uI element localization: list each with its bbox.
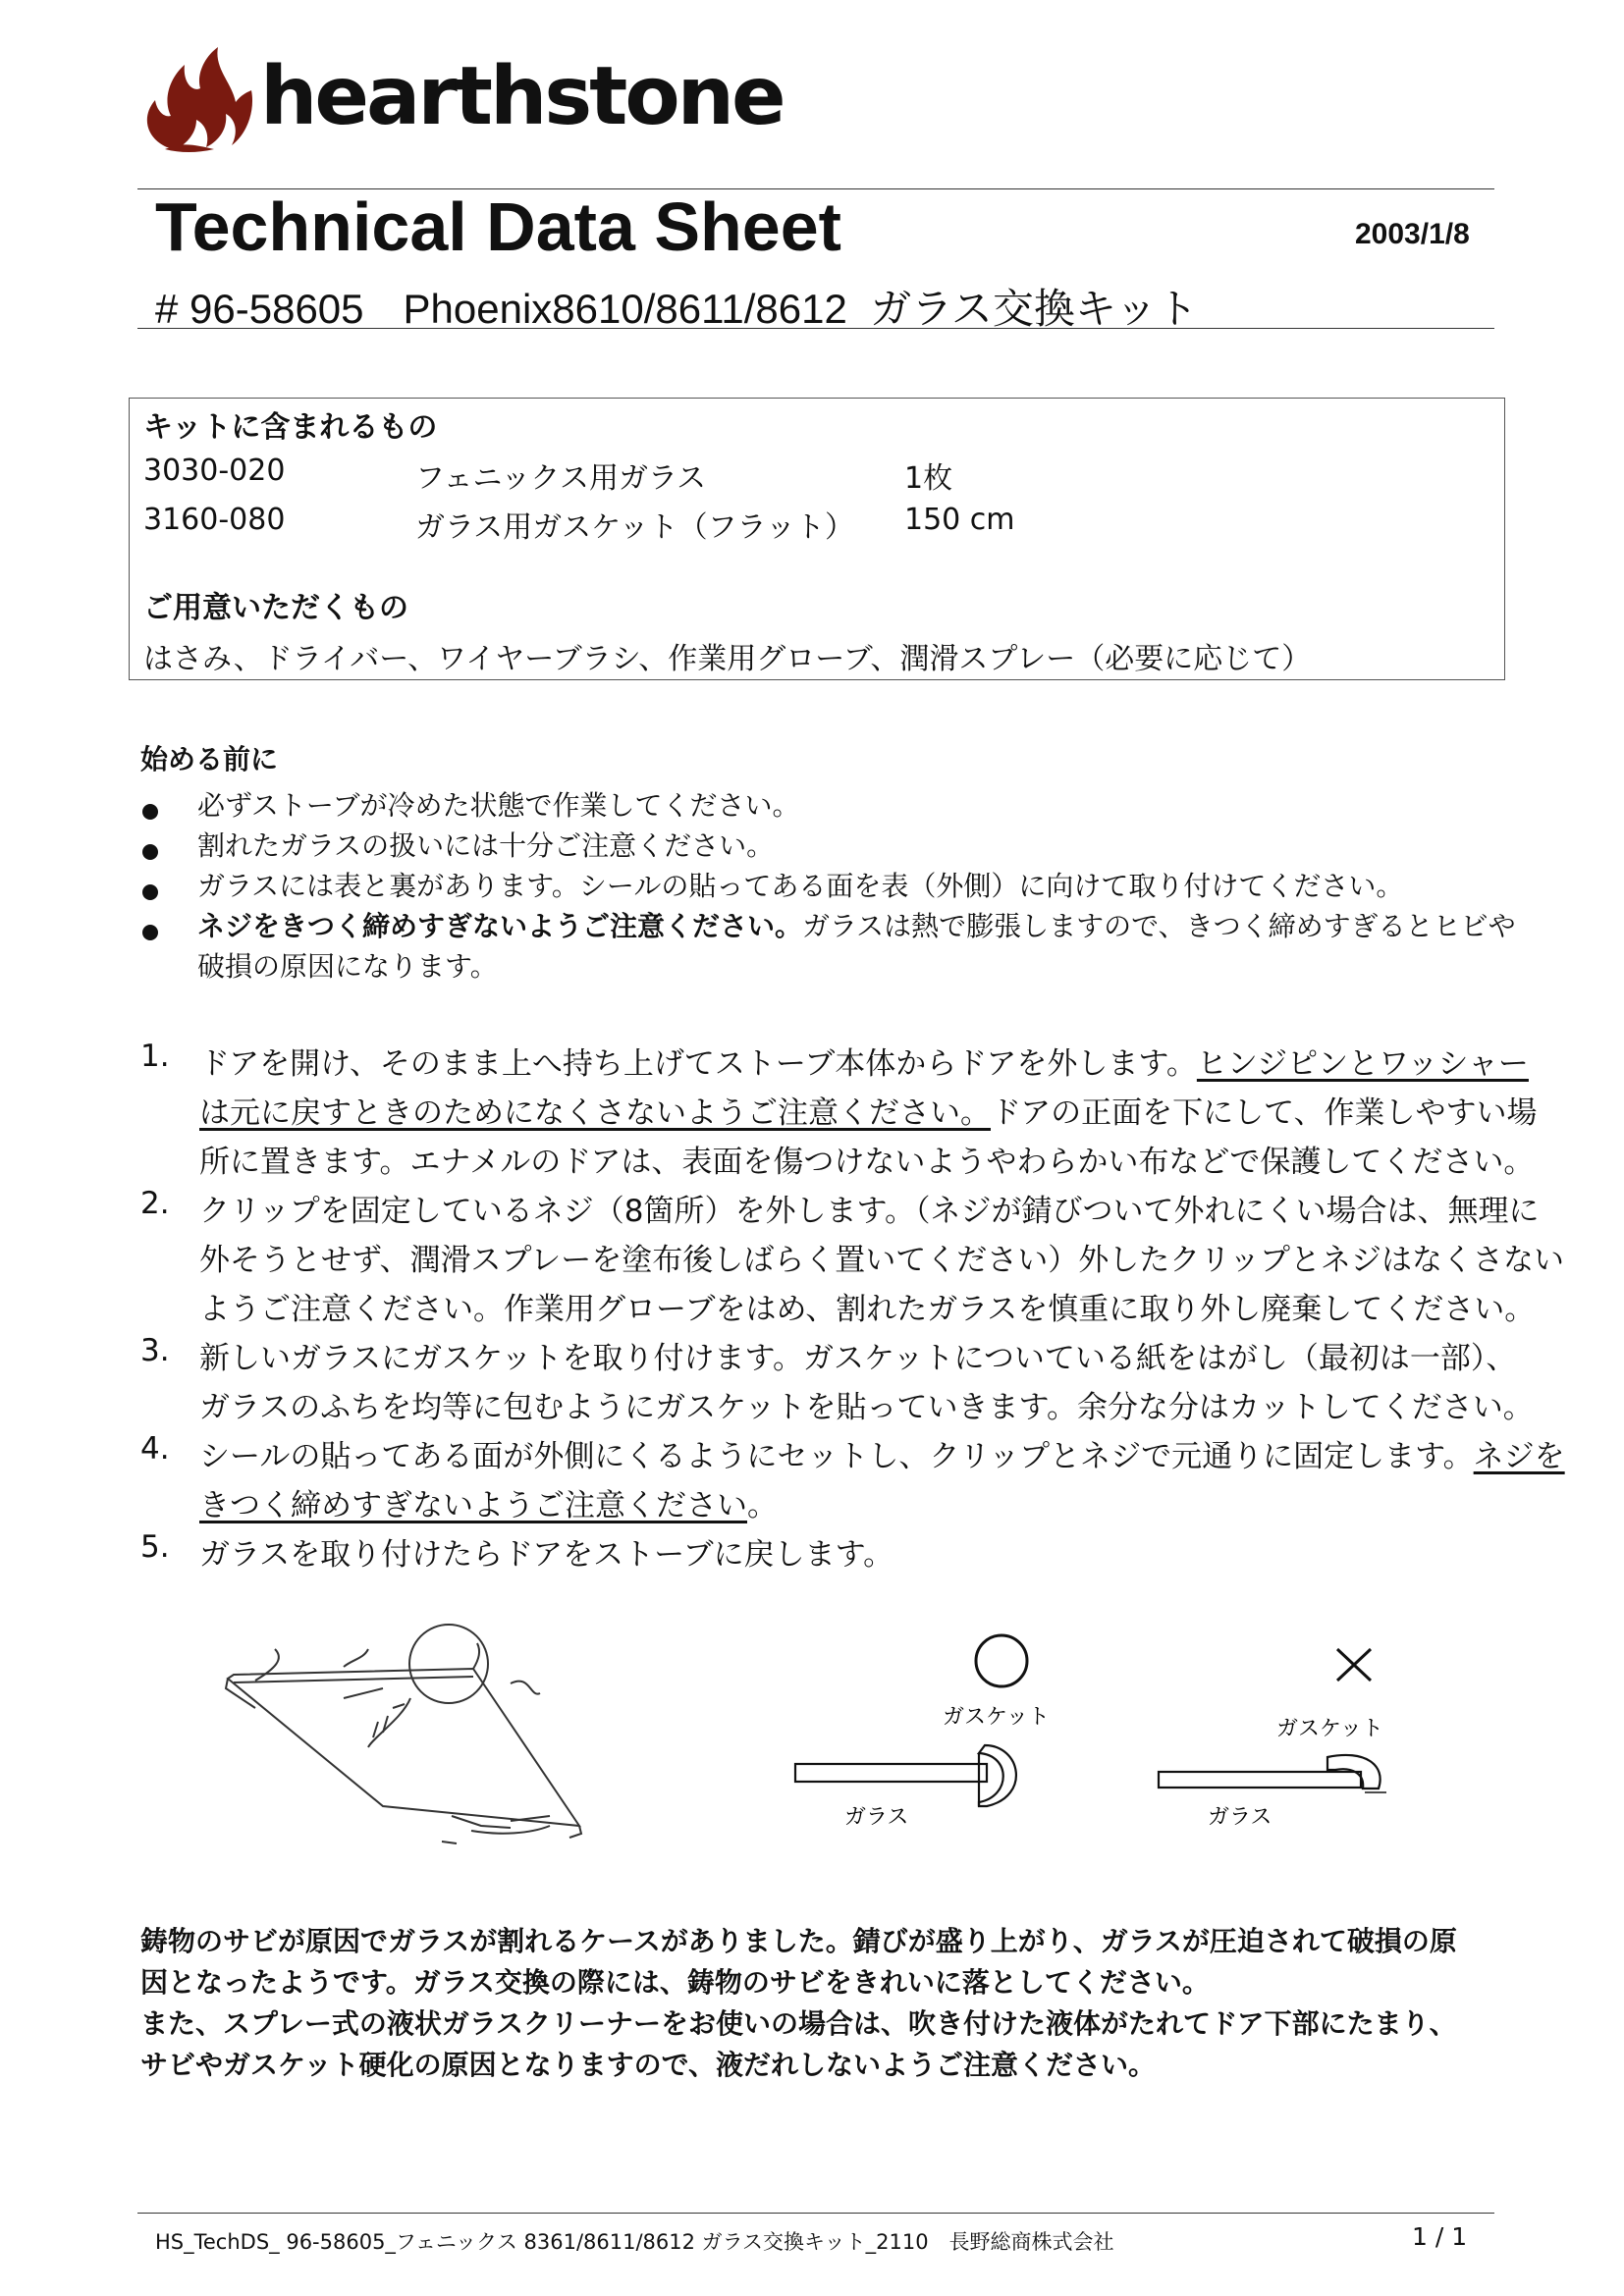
document-date: 2003/1/8 — [1355, 218, 1470, 250]
before-heading: 始める前に — [140, 743, 279, 775]
bullet-icon — [142, 844, 158, 860]
correct-gasket-diagram — [776, 1620, 1070, 1845]
step-line: 所に置きます。エナメルのドアは、表面を傷つけないようやわらかい布などで保護してください。 — [199, 1145, 1535, 1180]
gasket-label: ガスケット — [1276, 1717, 1383, 1741]
kit-contents-box — [129, 398, 1505, 680]
door-glass-illustration — [216, 1620, 609, 1865]
bullet-text: ガラスには表と裏があります。シールの貼ってある面を表（外側）に向けて取り付けてください。 — [197, 870, 1404, 902]
step-text: ドアを開け、そのまま上へ持ち上げてストーブ本体からドアを外します。 — [199, 1046, 1197, 1082]
correct-symbol-icon — [976, 1635, 1027, 1686]
bullet-text: 割れたガラスの扱いには十分ご注意ください。 — [197, 829, 775, 862]
bullet-icon — [142, 925, 158, 940]
document-subtitle — [155, 277, 1198, 336]
step-text: シールの貼ってある面が外側にくるようにセットし、クリップとネジで元通りに固定します。 — [199, 1439, 1474, 1474]
step-warning-text: ネジを — [1473, 1439, 1565, 1474]
kit-item-code: 3160-080 — [143, 503, 286, 537]
step-line: ようご注意ください。作業用グローブをはめ、割れたガラスを慎重に取り外し廃棄してください。 — [199, 1292, 1536, 1327]
step-text: 。 — [747, 1488, 778, 1523]
flame-icon — [147, 47, 252, 152]
header-rule-bottom — [137, 328, 1494, 329]
step-line — [199, 1088, 1537, 1132]
step-number: 2. — [140, 1186, 170, 1221]
bullet-icon — [142, 804, 158, 820]
part-number: # 96-58605 — [155, 286, 364, 332]
glass-label: ガラス — [1208, 1805, 1272, 1830]
note-line: また、スプレー式の液状ガラスクリーナーをお使いの場合は、吹き付けた液体がたれてドア下部にたまり、 — [140, 2007, 1457, 2040]
note-line: サビやガスケット硬化の原因となりますので、液だれしないようご注意ください。 — [140, 2049, 1157, 2081]
kit-item-name: ガラス用ガスケット（フラット） — [415, 510, 854, 545]
step-line: ガラスのふちを均等に包むようにガスケットを貼っていきます。余分な分はカットしてください。 — [199, 1390, 1534, 1425]
step-line — [199, 1431, 1565, 1475]
step-line — [199, 1480, 778, 1524]
step-warning-text: ヒンジピンとワッシャー — [1196, 1046, 1529, 1082]
kit-item-qty: 1枚 — [904, 461, 953, 496]
step-number: 5. — [140, 1529, 170, 1565]
step-warning-text: きつく締めすぎないようご注意ください — [199, 1488, 747, 1523]
note-line: 因となったようです。ガラス交換の際には、鋳物のサビをきれいに落としてください。 — [140, 1966, 1210, 1999]
wrong-symbol-icon — [1337, 1649, 1371, 1681]
footer-text: HS_TechDS_ 96-58605_フェニックス 8361/8611/8612 ガラス交換キット_2110 長野総商株式会社 — [155, 2230, 1114, 2254]
brand-wordmark: hearthstone — [260, 50, 784, 143]
footer-rule — [137, 2213, 1494, 2214]
step-text: ドアの正面を下にして、作業しやすい場 — [991, 1095, 1538, 1131]
gasket-shape — [979, 1745, 1016, 1806]
kit-item-name: フェニックス用ガラス — [415, 461, 707, 496]
glass-pane-shape — [1159, 1772, 1361, 1788]
prepare-items: はさみ、ドライバー、ワイヤーブラシ、作業用グローブ、潤滑スプレー（必要に応じて） — [143, 642, 1312, 676]
kit-item-code: 3030-020 — [143, 454, 286, 488]
bullet-bold-text: ネジをきつく締めすぎないようご注意ください。 — [197, 910, 803, 942]
bullet-text — [197, 906, 1516, 947]
bullet-text: 破損の原因になります。 — [197, 950, 498, 983]
prepare-heading: ご用意いただくもの — [143, 591, 408, 625]
glass-label: ガラス — [844, 1805, 909, 1830]
step-number: 4. — [140, 1431, 170, 1467]
step-number: 3. — [140, 1333, 170, 1368]
glass-pane-shape — [795, 1764, 987, 1782]
step-line: 外そうとせず、潤滑スプレーを塗布後しばらく置いてください）外したクリップとネジはなくさない — [199, 1243, 1565, 1278]
step-line: ガラスを取り付けたらドアをストーブに戻します。 — [199, 1537, 894, 1573]
gasket-label: ガスケット — [943, 1705, 1050, 1730]
kit-heading: キットに含まれるもの — [143, 410, 438, 445]
step-line: クリップを固定しているネジ（8箇所）を外します。（ネジが錆びついて外れにくい場合は、無理に — [199, 1194, 1540, 1229]
step-number: 1. — [140, 1039, 170, 1074]
kit-item-qty: 150 cm — [904, 503, 1015, 537]
step-warning-text: は元に戻すときのためになくさないようご注意ください。 — [199, 1095, 991, 1131]
page-title: Technical Data Sheet — [155, 188, 841, 265]
page-number: 1 / 1 — [1412, 2222, 1468, 2251]
note-line: 鋳物のサビが原因でガラスが割れるケースがありました。錆びが盛り上がり、ガラスが圧迫されて破損の原 — [140, 1925, 1457, 1957]
model-name: Phoenix8610/8611/8612 — [403, 286, 847, 332]
bullet-icon — [142, 884, 158, 900]
bullet-text-part: ガラスは熱で膨張しますので、きつく締めすぎるとヒビや — [802, 910, 1516, 942]
kit-name: ガラス交換キット — [870, 286, 1199, 332]
bullet-text: 必ずストーブが冷めた状態で作業してください。 — [197, 789, 800, 822]
wrong-gasket-diagram — [1139, 1620, 1434, 1845]
step-line: 新しいガラスにガスケットを取り付けます。ガスケットについている紙をはがし（最初は一部）、 — [199, 1341, 1517, 1376]
step-line — [199, 1039, 1529, 1083]
